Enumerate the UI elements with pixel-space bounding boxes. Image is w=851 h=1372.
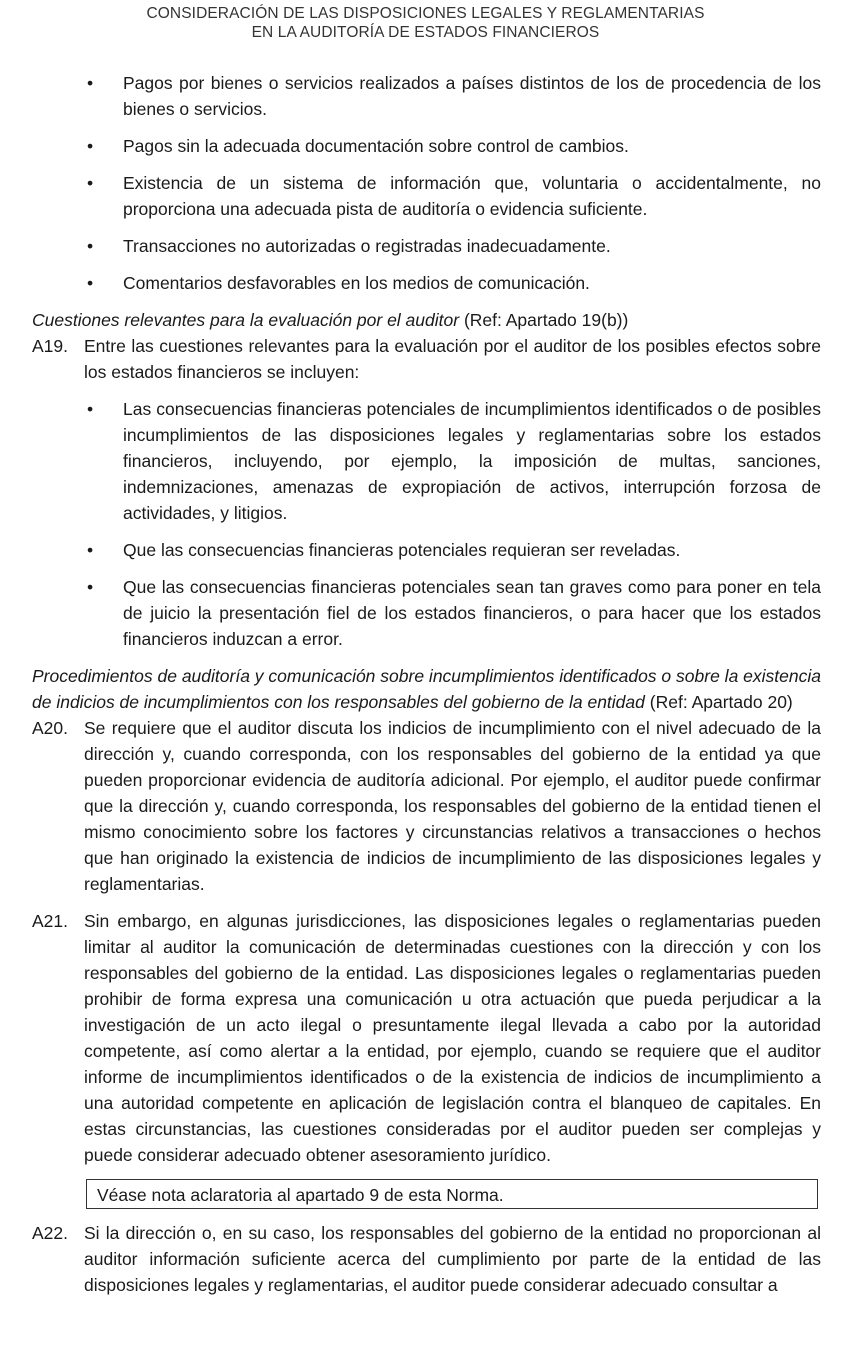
paragraph-text: Se requiere que el auditor discuta los indicios de incumplimiento con el nivel adecuado de la dirección y, cuando corresponda, con los responsables del gobierno de la entidad ya que pueden proporcionar evidencia de auditoría adicional. Por ejemplo, el auditor puede confirmar que la dirección y, cuando corresponda, los responsables del gobierno de la entidad tienen el mismo conocimiento sobre los factores y circunstancias relativos a transacciones o hechos que han originado la existencia de indicios de incumplimiento de las disposiciones legales y reglamentarias. bbox=[84, 718, 821, 894]
list-item: • Las consecuencias financieras potenciales de incumplimientos identificados o de posibles incumplimientos de las disposiciones legales y reglamentarias sobre los estados financieros, incluyendo, por ejemplo, la imposición de multas, sanciones, indemnizaciones, amenazas de expropiación de activos, interrupción forzosa de actividades, y litigios. bbox=[32, 396, 821, 526]
section-heading-evaluation bbox=[32, 307, 821, 333]
paragraph-text: Sin embargo, en algunas jurisdicciones, las disposiciones legales o reglamentarias pueden limitar al auditor la comunicación de determinadas cuestiones con la dirección y con los responsables del gobierno de la entidad. Las disposiciones legales o reglamentarias pueden prohibir de forma expresa una comunicación u otra actuación que pueda perjudicar a la investigación de un acto ilegal o presuntamente ilegal llevada a cabo por la autoridad competente, así como alertar a la entidad, por ejemplo, cuando se requiere que el auditor informe de incumplimientos identificados o de la existencia de indicios de incumplimiento a una autoridad competente en aplicación de legislación contra el blanqueo de capitales. En estas circunstancias, las cuestiones consideradas por el auditor pueden ser complejas y puede considerar adecuado obtener asesoramiento jurídico. bbox=[84, 911, 821, 1165]
list-item: • Pagos por bienes o servicios realizados a países distintos de los de procedencia de los bienes o servicios. bbox=[32, 70, 821, 122]
clarifying-note-box bbox=[86, 1179, 818, 1209]
section-heading-ref: (Ref: Apartado 19(b)) bbox=[459, 310, 629, 330]
list-item: • Existencia de un sistema de información que, voluntaria o accidentalmente, no proporciona una adecuada pista de auditoría o evidencia suficiente. bbox=[32, 170, 821, 222]
list-item: • Que las consecuencias financieras potenciales requieran ser reveladas. bbox=[32, 537, 821, 563]
section-heading-title: Cuestiones relevantes para la evaluación por el auditor bbox=[32, 310, 460, 330]
list-item: • Que las consecuencias financieras potenciales sean tan graves como para poner en tela de juicio la presentación fiel de los estados financieros, o para hacer que los estados financieros induzcan a error. bbox=[32, 574, 821, 652]
list-item: • Comentarios desfavorables en los medios de comunicación. bbox=[32, 270, 821, 296]
paragraph-a19 bbox=[32, 333, 821, 385]
paragraph-text: Si la dirección o, en su caso, los responsables del gobierno de la entidad no proporcionan al auditor información suficiente acerca del cumplimiento por parte de la entidad de las disposiciones legales y reglamentarias, el auditor puede considerar adecuado consultar a bbox=[84, 1223, 821, 1295]
paragraph-number: A19. bbox=[32, 336, 68, 356]
header-line-2: EN LA AUDITORÍA DE ESTADOS FINANCIEROS bbox=[251, 24, 600, 41]
running-header bbox=[0, 4, 851, 42]
paragraph-a22 bbox=[32, 1220, 821, 1298]
section-heading-ref: (Ref: Apartado 20) bbox=[644, 692, 793, 712]
paragraph-a20 bbox=[32, 715, 821, 897]
paragraph-number: A20. bbox=[32, 718, 68, 738]
note-text: Véase nota aclaratoria al apartado 9 de esta Norma. bbox=[97, 1185, 504, 1205]
header-line-1: CONSIDERACIÓN DE LAS DISPOSICIONES LEGALES Y REGLAMENTARIAS bbox=[146, 5, 705, 22]
bullet-list-indicators bbox=[32, 70, 821, 296]
section-heading-procedures bbox=[32, 663, 821, 715]
paragraph-a21 bbox=[32, 908, 821, 1168]
paragraph-number: A21. bbox=[32, 911, 68, 931]
list-item: • Transacciones no autorizadas o registradas inadecuadamente. bbox=[32, 233, 821, 259]
section-heading-title: Procedimientos de auditoría y comunicación sobre incumplimientos identificados o sobre la existencia de indicios de incumplimientos con los responsables del gobierno de la entidad bbox=[32, 666, 821, 712]
document-body bbox=[32, 70, 821, 1309]
paragraph-text: Entre las cuestiones relevantes para la evaluación por el auditor de los posibles efectos sobre los estados financieros se incluyen: bbox=[84, 336, 821, 382]
list-item: • Pagos sin la adecuada documentación sobre control de cambios. bbox=[32, 133, 821, 159]
paragraph-number: A22. bbox=[32, 1223, 68, 1243]
bullet-list-a19 bbox=[32, 396, 821, 652]
